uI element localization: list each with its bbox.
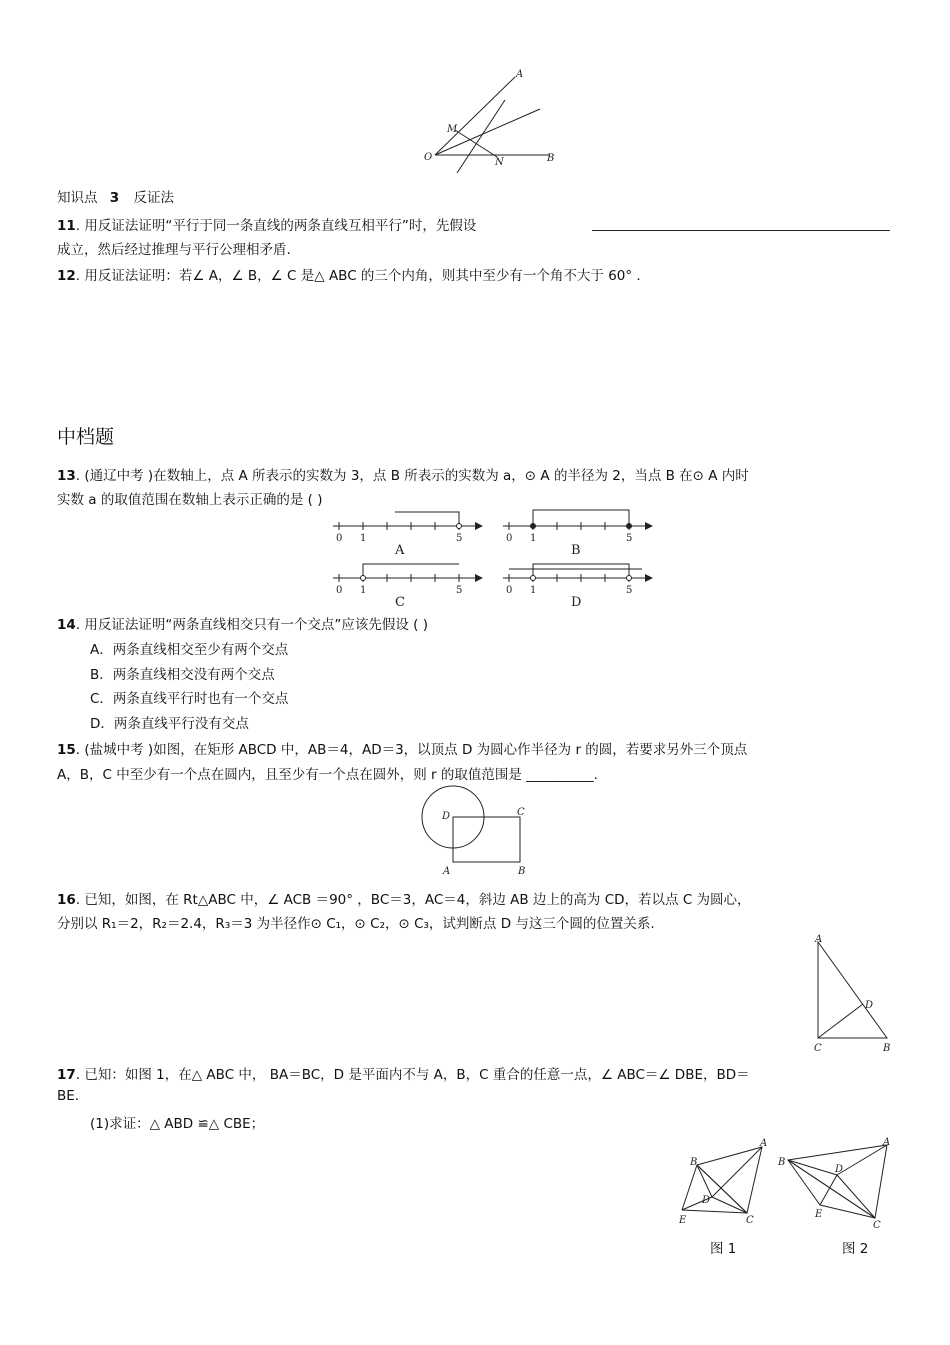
tick-0: 0	[336, 533, 343, 544]
question-number: 13	[57, 468, 76, 484]
label-B: B	[883, 1043, 891, 1054]
question-number: 11	[57, 218, 76, 234]
label-C: C	[814, 1043, 822, 1054]
question-13	[57, 464, 749, 484]
question-11-cont: 成立，然后经过推理与平行公理相矛盾.	[57, 242, 291, 258]
question-15-cont: A，B，C 中至少有一个点在圆内，且至少有一个点在圆外，则 r 的取值范围是 __________.	[57, 767, 598, 783]
label-A: A	[760, 1138, 768, 1149]
section-heading: 中档题	[57, 426, 115, 448]
label-C: C	[746, 1215, 754, 1226]
question-number: 14	[57, 617, 76, 633]
angle-figure	[415, 65, 565, 177]
question-text: . 已知，如图，在 Rt△ABC 中，∠ ACB ＝90° ，BC＝3，AC＝4，斜边 AB 边上的高为 CD，若以点 C 为圆心，	[75, 892, 751, 908]
number-line-option-C	[325, 560, 490, 610]
tick-1: 1	[360, 585, 367, 596]
label-B: B	[547, 153, 555, 164]
label-A: A	[443, 866, 451, 877]
option-label: B	[571, 543, 581, 558]
question-17	[57, 1063, 750, 1083]
figure-1-caption: 图 1	[710, 1241, 737, 1257]
question-16	[57, 888, 751, 908]
label-N: N	[495, 157, 504, 168]
label-A: A	[516, 69, 524, 80]
question-number: 17	[57, 1067, 76, 1083]
tick-0: 0	[506, 533, 513, 544]
question-17-cont: BE.	[57, 1088, 80, 1104]
question-17-part1: (1)求证：△ ABD ≌△ CBE；	[90, 1116, 265, 1132]
question-number: 16	[57, 892, 76, 908]
figure-2-caption: 图 2	[842, 1241, 869, 1257]
tick-1: 1	[360, 533, 367, 544]
label-E: E	[815, 1209, 823, 1220]
question-number: 12	[57, 268, 76, 284]
tick-0: 0	[506, 585, 513, 596]
option-label: C	[395, 595, 405, 610]
label-A: A	[883, 1137, 891, 1148]
option-label: A	[395, 543, 405, 558]
label-D: D	[835, 1164, 844, 1175]
label-M: M	[447, 124, 458, 135]
question-16-cont: 分别以 R₁＝2，R₂＝2.4，R₃＝3 为半径作⊙ C₁，⊙ C₂，⊙ C₃，试判断点 D 与这三个圆的位置关系.	[57, 916, 655, 932]
tick-5: 5	[456, 585, 463, 596]
choice-A: A．两条直线相交至少有两个交点	[90, 642, 289, 658]
label-O: O	[424, 152, 433, 163]
choice-B: B．两条直线相交没有两个交点	[90, 667, 275, 683]
number-line-option-B	[497, 508, 662, 558]
label-B: B	[518, 866, 526, 877]
tick-5: 5	[626, 533, 633, 544]
rectangle-circle-figure	[410, 783, 535, 878]
label-C: C	[517, 807, 525, 818]
choice-D: D．两条直线平行没有交点	[90, 716, 249, 732]
option-label: D	[571, 595, 582, 610]
right-triangle-figure	[805, 930, 895, 1055]
tick-5: 5	[626, 585, 633, 596]
number-line-option-D	[497, 560, 662, 610]
label-C: C	[873, 1220, 881, 1230]
label-B: B	[690, 1157, 698, 1168]
question-14	[57, 613, 428, 633]
figure-1	[672, 1135, 777, 1230]
number-line-option-A	[325, 508, 490, 558]
label-E: E	[679, 1215, 687, 1226]
kp-number: 3	[109, 190, 120, 206]
question-number: 15	[57, 742, 76, 758]
question-11	[57, 214, 476, 234]
label-D: D	[442, 811, 451, 822]
knowledge-point-heading	[57, 186, 174, 206]
question-12	[57, 264, 641, 284]
tick-1: 1	[530, 585, 537, 596]
label-A: A	[815, 934, 823, 945]
question-text: . 已知：如图 1，在△ ABC 中， BA＝BC，D 是平面内不与 A，B，C 重合的任意一点，∠ ABC＝∠ DBE，BD＝	[75, 1067, 750, 1083]
question-text: . 用反证法证明：若∠ A，∠ B，∠ C 是△ ABC 的三个内角，则其中至少有一个角不大于 60° .	[75, 268, 641, 284]
kp-title: 反证法	[133, 190, 174, 206]
label-B: B	[778, 1157, 786, 1168]
figure-2	[775, 1130, 895, 1230]
tick-5: 5	[456, 533, 463, 544]
question-text: . (通辽中考 )在数轴上，点 A 所表示的实数为 3，点 B 所表示的实数为 a，⊙ A 的半径为 2，当点 B 在⊙ A 内时	[75, 468, 749, 484]
tick-1: 1	[530, 533, 537, 544]
label-D: D	[702, 1195, 711, 1206]
tick-0: 0	[336, 585, 343, 596]
question-text: . (盐城中考 )如图，在矩形 ABCD 中，AB＝4，AD＝3，以顶点 D 为圆心作半径为 r 的圆，若要求另外三个顶点	[75, 742, 748, 758]
kp-label: 知识点	[57, 190, 98, 206]
question-text: . 用反证法证明“两条直线相交只有一个交点”应该先假设 ( )	[75, 617, 428, 633]
label-D: D	[865, 1000, 874, 1011]
answer-blank	[592, 230, 890, 231]
question-text: . 用反证法证明“平行于同一条直线的两条直线互相平行”时，先假设	[75, 218, 477, 234]
choice-C: C．两条直线平行时也有一个交点	[90, 691, 289, 707]
question-13-cont: 实数 a 的取值范围在数轴上表示正确的是 ( )	[57, 492, 323, 508]
question-15	[57, 738, 747, 758]
